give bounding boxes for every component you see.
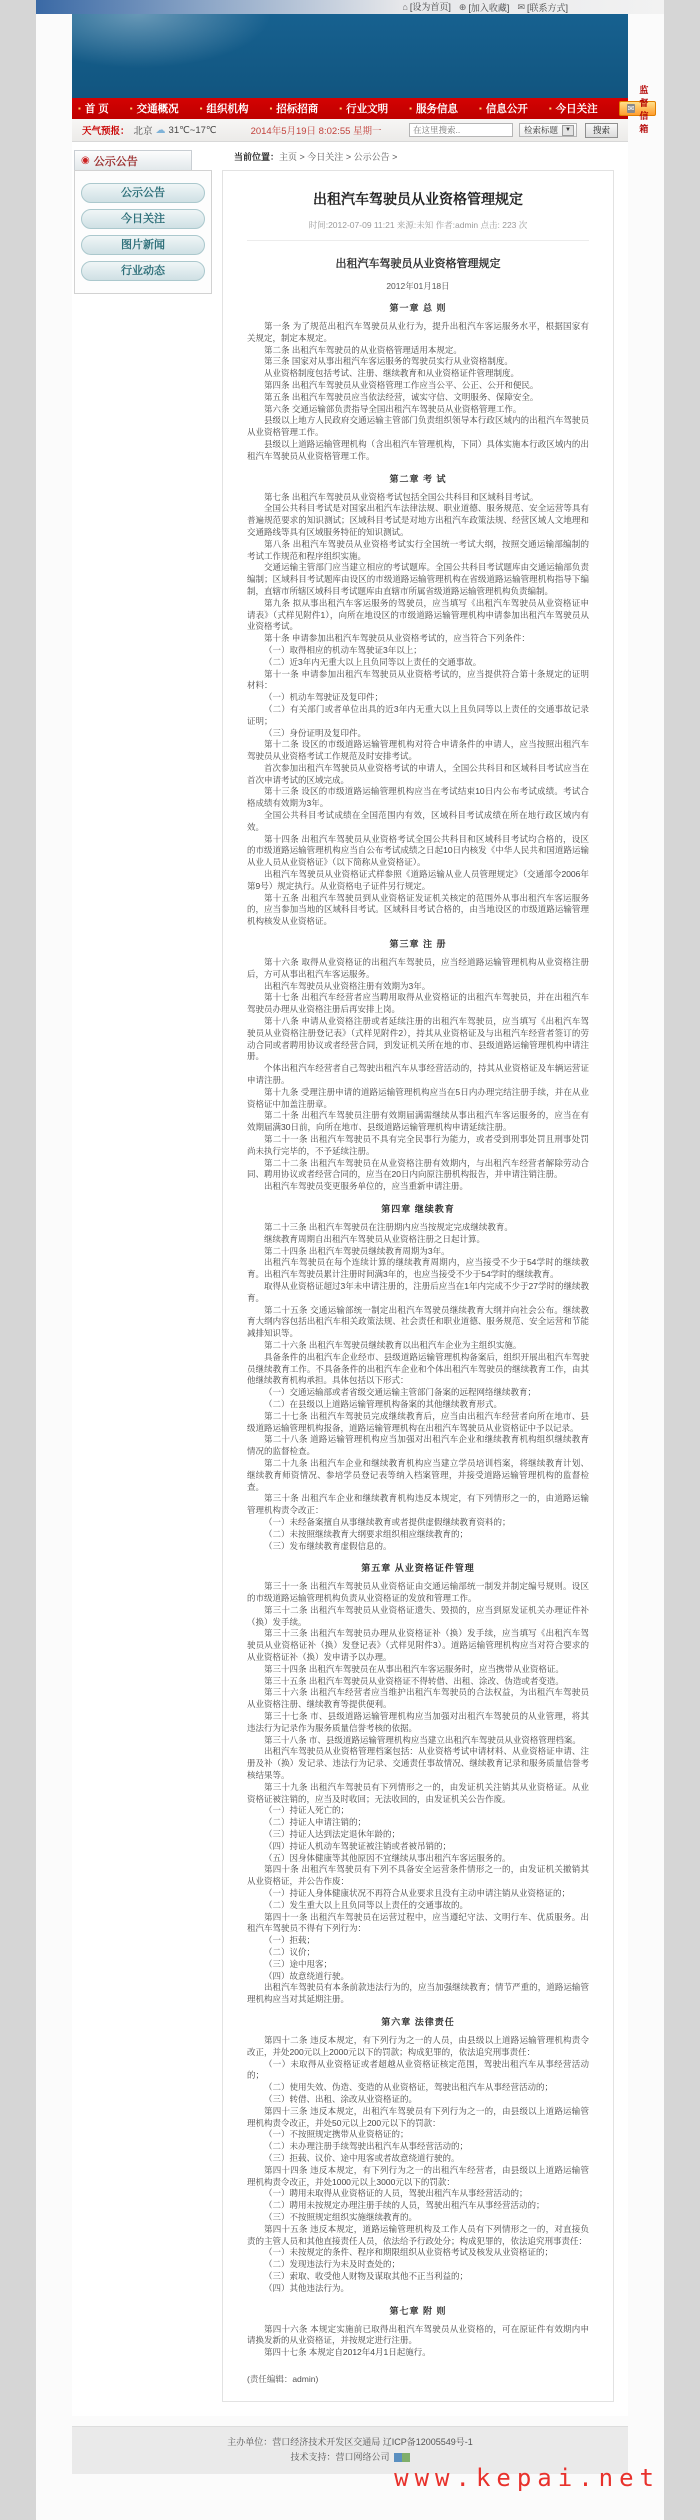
article-paragraph: （一）未经备案擅自从事继续教育或者提供虚假继续教育资料的； xyxy=(264,1516,511,1527)
search-input[interactable] xyxy=(409,123,513,137)
article-paragraph: 第二十二条 出租汽车驾驶员在从业资格注册有效期内，与出租汽车经营者解除劳动合同、聘用协议或者经营合同的，应当在20日内向原注册机构报告，并申请注销注册。 xyxy=(247,1157,589,1180)
watermark-text: www.kepai.net xyxy=(394,2463,660,2492)
nav-item-6[interactable] xyxy=(479,101,528,116)
breadcrumb-link-0[interactable]: 主页 xyxy=(279,152,298,162)
article-paragraph: 取得从业资格证超过3年未申请注册的，注册后应当在1年内完成不少于27学时的继续教育。 xyxy=(247,1280,589,1303)
article-paragraph: （四）故意绕道行驶。 xyxy=(264,1970,350,1981)
nav-bullet-icon: ▪ xyxy=(548,104,552,113)
nav-bullet-icon: ▪ xyxy=(199,104,203,113)
article-paragraph: 第十七条 出租汽车经营者应当聘用取得从业资格证的出租汽车驾驶员，并在出租汽车驾驶员办理从业资格注册后再安排上岗。 xyxy=(247,992,589,1015)
nav-bullet-icon: ▪ xyxy=(339,104,343,113)
article-paragraph: 出租汽车驾驶员从业资格管理档案包括：从业资格考试申请材料、从业资格证申请、注册及补（换）发记录、违法行为记录、交通责任事故情况、继续教育记录和服务质量信誉考核结果等。 xyxy=(247,1746,589,1781)
badge-label: 监督信箱 xyxy=(639,84,649,134)
article-paragraph: （一）未取得从业资格证或者超越从业资格证核定范围，驾驶出租汽车从事经营活动的； xyxy=(247,2058,589,2081)
article-paragraph: 第三十九条 出租汽车驾驶员有下列情形之一的，由发证机关注销其从业资格证。从业资格证被注销的，应当及时收回；无法收回的，由发证机关公告作废。 xyxy=(247,1781,589,1804)
home-icon: ⌂ xyxy=(402,1,408,12)
article-paragraph: 第十八条 申请从业资格注册或者延续注册的出租汽车驾驶员，应当填写《出租汽车驾驶员从业资格注册登记表》（式样见附件2），持其从业资格证及与出租汽车经营者签订的劳动合同或者聘用协议或者经营合同，到发证机关所在地的市、县级道路运输管理机构申请注册。 xyxy=(247,1016,589,1062)
topbar-link-0[interactable] xyxy=(402,0,450,13)
sidebar-tab-notices[interactable] xyxy=(74,150,192,170)
footer-support-line xyxy=(72,2450,628,2465)
nav-item-label: 行业文明 xyxy=(346,103,389,115)
article-paragraph: （一）聘用未取得从业资格证的人员，驾驶出租汽车从事经营活动的； xyxy=(264,2188,528,2199)
nav-item-label: 信息公开 xyxy=(485,103,528,115)
article-paragraph: （二）议价； xyxy=(264,1947,316,1957)
article-paragraph: 第二十七条 出租汽车驾驶员完成继续教育后，应当由出租汽车经营者向所在地市、县级道路运输管理机构报备，道路运输管理机构在出租汽车驾驶员从业资格证中予以记录。 xyxy=(247,1410,589,1433)
nav-item-0[interactable] xyxy=(78,101,109,116)
article-paragraph: 第十五条 出租汽车驾驶员到从业资格证发证机关核定的范围外从事出租汽车客运服务的，应当参加当地的区域科目考试。区域科目考试合格的，由当地设区的市级道路运输管理机构核发从业资格证。 xyxy=(247,892,589,927)
editor-note: (责任编辑：admin) xyxy=(247,2373,319,2384)
breadcrumb-link-1[interactable]: 今日关注 xyxy=(307,152,344,162)
chapter-heading-3: 第四章 继续教育 xyxy=(381,1203,455,1214)
article-paragraph: 第二十三条 出租汽车驾驶员在注册期内应当按规定完成继续教育。 xyxy=(264,1221,513,1232)
article-paragraph: 第十六条 取得从业资格证的出租汽车驾驶员，应当经道路运输管理机构从业资格注册后，方可从事出租汽车客运服务。 xyxy=(247,957,589,979)
nav-item-label: 招标招商 xyxy=(276,103,319,115)
article-paragraph: 第八条 出租汽车驾驶员从业资格考试实行全国统一考试大纲，按照交通运输部编制的考试工作规范和程序组织实施。 xyxy=(247,538,589,561)
supervision-mailbox-badge[interactable] xyxy=(619,84,657,134)
article-paragraph: 第三十二条 出租汽车驾驶员从业资格证遗失、毁损的，应当到原发证机关办理证件补（换）发手续。 xyxy=(247,1604,589,1627)
chapter-heading-0: 第一章 总 则 xyxy=(389,303,447,313)
envelope-icon: ✉ xyxy=(627,104,635,113)
article-paragraph: 第三十七条 市、县级道路运输管理机构应当加强对出租汽车驾驶员的从业管理，将其违法行为记录作为服务质量信誉考核的依据。 xyxy=(247,1711,589,1733)
topbar-link-1[interactable] xyxy=(459,1,510,14)
article-paragraph: 第九条 拟从事出租汽车客运服务的驾驶员，应当填写《出租汽车驾驶员从业资格证申请表》（式样见附件1），向所在地设区的市级道路运输管理机构申请参加出租汽车驾驶员从业资格考试。 xyxy=(247,597,589,632)
sidebar-menu xyxy=(74,170,212,294)
article-paragraph: 第十一条 申请参加出租汽车驾驶员从业资格考试的，应当提供符合第十条规定的证明材料： xyxy=(247,668,589,691)
main-area xyxy=(72,142,628,2416)
article-paragraph: 第四十四条 违反本规定，有下列行为之一的出租汽车经营者，由县级以上道路运输管理机构责令改正，并处1000元以上3000元以下的罚款： xyxy=(247,2164,589,2187)
article-paragraph: 继续教育周期自出租汽车驾驶员从业资格注册之日起计算。 xyxy=(264,1233,486,1244)
article-paragraph: 第四十三条 违反本规定，出租汽车驾驶员有下列行为之一的，由县级以上道路运输管理机构责令改正，并处50元以上200元以下的罚款： xyxy=(247,2105,589,2128)
article-paragraph: 县级以上地方人民政府交通运输主管部门负责组织领导本行政区域内的出租汽车驾驶员从业资格管理工作。 xyxy=(247,415,589,438)
article-paragraph: 首次参加出租汽车驾驶员从业资格考试的申请人，全国公共科目和区域科目考试应当在首次申请考试的区域完成。 xyxy=(247,762,589,785)
nav-item-3[interactable] xyxy=(269,101,318,116)
topbar-links xyxy=(394,0,568,14)
article-paragraph: 第四十六条 本规定实施前已取得出租汽车驾驶员从业资格的，可在原证件有效期内申请换发新的从业资格证，并按规定进行注册。 xyxy=(247,2323,589,2346)
document-title: 出租汽车驾驶员从业资格管理规定 xyxy=(335,258,501,270)
article-paragraph: 出租汽车驾驶员从业资格注册有效期为3年。 xyxy=(264,980,431,991)
article-paragraph: （二）在县级以上道路运输管理机构备案的其他继续教育形式。 xyxy=(264,1398,503,1409)
article-paragraph: 第二十一条 出租汽车驾驶员不具有完全民事行为能力，或者受到刑事处罚且刑事处罚尚未执行完毕的，不予延续注册。 xyxy=(247,1134,589,1156)
search-filter-label: 检索标题 xyxy=(524,125,559,135)
page xyxy=(36,0,664,2520)
topbar xyxy=(36,0,664,14)
article-paragraph: 第四条 出租汽车驾驶员从业资格管理工作应当公平、公正、公开和便民。 xyxy=(264,379,539,390)
article-paragraph: 第三十六条 出租汽车经营者应当维护出租汽车驾驶员的合法权益，为出租汽车驾驶员从业资格注册、继续教育等提供便利。 xyxy=(247,1687,589,1710)
sidebar-tab-label: 公示公告 xyxy=(93,155,138,168)
chapter-heading-1: 第二章 考 试 xyxy=(389,473,447,484)
article-paragraph: 第四十五条 违反本规定，道路运输管理机构及工作人员有下列情形之一的，对直接负责的主管人员和其他直接责任人员，依法给予行政处分；构成犯罪的，依法追究刑事责任： xyxy=(247,2223,589,2246)
article-paragraph: 第二条 出租汽车驾驶员的从业资格管理适用本规定。 xyxy=(264,344,462,355)
search-button[interactable]: 搜索 xyxy=(585,123,618,138)
article-paragraph: （二）有关部门或者单位出具的近3年内无重大以上且负同等以上责任的交通事故记录证明； xyxy=(247,703,589,726)
article-paragraph: （二）近3年内无重大以上且负同等以上责任的交通事故。 xyxy=(264,656,482,667)
article-paragraph: 第十条 申请参加出租汽车驾驶员从业资格考试的，应当符合下列条件： xyxy=(264,633,530,644)
article-paragraph: （二）未按照继续教育大纲要求组织相应继续教育的； xyxy=(264,1528,469,1539)
main-nav-items xyxy=(78,101,619,116)
article-paragraph: （四）其他违法行为。 xyxy=(264,2282,350,2293)
article-paragraph: （二）使用失效、伪造、变造的从业资格证，驾驶出租汽车从事经营活动的； xyxy=(264,2082,554,2093)
article-paragraph: 第十三条 设区的市级道路运输管理机构应当在考试结束10日内公布考试成绩。考试合格成绩有效期为3年。 xyxy=(247,786,589,809)
article-paragraph: 第五条 出租汽车驾驶员应当依法经营，诚实守信、文明服务、保障安全。 xyxy=(264,391,539,402)
article-paragraph: （一）机动车驾驶证及复印件； xyxy=(264,692,384,703)
article-paragraph: 第三十四条 出租汽车驾驶员在从事出租汽车客运服务时，应当携带从业资格证。 xyxy=(264,1663,564,1674)
article-paragraph: 个体出租汽车经营者自己驾驶出租汽车从事经营活动的，持其从业资格证及车辆运营证申请注册。 xyxy=(247,1063,589,1086)
topbar-link-label: [加入收藏] xyxy=(468,2,510,13)
article-paragraph: 第六条 交通运输部负责指导全国出租汽车驾驶员从业资格管理工作。 xyxy=(264,403,522,414)
nav-item-2[interactable] xyxy=(200,101,249,116)
add-favorite-icon: ⊕ xyxy=(458,1,467,12)
article-paragraph: （一）不按照规定携带从业资格证的； xyxy=(264,2129,409,2140)
article-paragraph: 第三十五条 出租汽车驾驶员从业资格证不得转借、出租、涂改、伪造或者变造。 xyxy=(264,1675,564,1686)
article-paragraph: 第二十九条 出租汽车企业和继续教育机构应当建立学员培训档案，将继续教育计划、继续教育师资情况、参培学员登记表等纳入档案管理，并接受道路运输管理机构的监督检查。 xyxy=(247,1457,589,1492)
nav-item-label: 交通概况 xyxy=(136,103,179,115)
weather-bar xyxy=(72,119,628,142)
article-paragraph: 全国公共科目考试是对国家出租汽车法律法规、职业道德、服务规范、安全运营等具有普遍规范要求的知识测试；区域科目考试是对地方出租汽车政策法规、经营区域人文地理和交通路线等具有区域服务特征的知识测试。 xyxy=(247,503,589,537)
article-paragraph: 第十二条 设区的市级道路运输管理机构对符合申请条件的申请人，应当按照出租汽车驾驶员从业资格考试工作规范及时安排考试。 xyxy=(247,739,589,762)
topbar-link-label: [设为首页] xyxy=(409,2,451,13)
page-title: 出租汽车驾驶员从业资格管理规定 xyxy=(313,191,523,207)
breadcrumb xyxy=(234,150,614,163)
nav-bullet-icon: ▪ xyxy=(409,104,412,113)
article-paragraph: （三）不按照规定组织实施继续教育的。 xyxy=(264,2211,418,2222)
article-paragraph: 交通运输主管部门应当建立相应的考试题库。全国公共科目考试题库由交通运输部负责编制；区域科目考试题库由设区的市级道路运输管理机构在省级道路运输管理机构指导下编制，直辖市所辖区域科目考试题库由直辖市所属省级道路运输管理机构负责编制。 xyxy=(247,562,589,596)
article-paragraph: （三）持证人达到法定退休年龄的； xyxy=(264,1829,401,1840)
nav-item-7[interactable] xyxy=(549,101,598,116)
article-paragraph: 出租汽车驾驶员从业资格证式样参照《道路运输从业人员管理规定》（交通部令2006年第9号）规定执行。从业资格电子证件另行规定。 xyxy=(247,869,589,891)
nav-item-5[interactable] xyxy=(409,101,458,116)
article-paragraph: 出租汽车驾驶员有本条前款违法行为的，应当加强继续教育；情节严重的，道路运输管理机构应当对其延期注册。 xyxy=(247,1982,589,2005)
article-paragraph: 第四十一条 出租汽车驾驶员在运营过程中，应当遵纪守法、文明行车、优质服务。出租汽车驾驶员不得有下列行为： xyxy=(247,1911,589,1934)
nav-bullet-icon: ▪ xyxy=(78,104,81,113)
article-paragraph: （三）身份证明及复印件。 xyxy=(264,727,367,738)
document-body xyxy=(247,301,589,2359)
article-paragraph: 第十九条 受理注册申请的道路运输管理机构应当在5日内办理完结注册手续，并在从业资格证中加盖注册章。 xyxy=(247,1086,589,1109)
nav-bullet-icon: ▪ xyxy=(129,104,133,113)
article-paragraph: 第二十条 出租汽车驾驶员注册有效期届满需继续从事出租汽车客运服务的，应当在有效期届满30日前，向所在地市、县级道路运输管理机构申请延续注册。 xyxy=(247,1110,589,1133)
article-paragraph: 第七条 出租汽车驾驶员从业资格考试包括全国公共科目和区域科目考试。 xyxy=(264,491,539,502)
breadcrumb-label: 当前位置： xyxy=(234,152,280,162)
nav-item-label: 服务信息 xyxy=(415,103,458,115)
nav-item-label: 首 页 xyxy=(84,103,109,115)
sidebar xyxy=(72,148,222,2402)
nav-item-label: 组织机构 xyxy=(206,103,249,115)
article-paragraph: 第三条 国家对从事出租汽车客运服务的驾驶员实行从业资格制度。 xyxy=(264,356,513,367)
mail-icon: ✉ xyxy=(517,1,525,12)
search-controls xyxy=(409,123,618,138)
article-paragraph: （二）聘用未按规定办理注册手续的人员，驾驶出租汽车从事经营活动的； xyxy=(264,2200,545,2211)
chapter-heading-4: 第五章 从业资格证件管理 xyxy=(361,1563,475,1574)
sidebar-item-0[interactable]: 公示公告 xyxy=(81,183,205,203)
article-paragraph: （一）持证人身体健康状况不再符合从业要求且没有主动申请注销从业资格证的； xyxy=(264,1888,571,1899)
topbar-link-2[interactable] xyxy=(517,1,568,14)
sidebar-item-2[interactable]: 图片新闻 xyxy=(81,235,205,255)
article-paragraph: （一）拒载； xyxy=(264,1935,316,1946)
nav-bullet-icon: ▪ xyxy=(269,104,273,113)
article-paragraph: （二）发生重大以上且负同等以上责任的交通事故的。 xyxy=(264,1899,469,1910)
datetime-text: 2014年5月19日 8:02:55 星期一 xyxy=(250,126,382,137)
article-paragraph: 第三十一条 出租汽车驾驶员从业资格证由交通运输部统一制发并制定编号规则。设区的市级道路运输管理机构负责从业资格证的发放和管理工作。 xyxy=(247,1581,589,1604)
article-paragraph: 第二十五条 交通运输部统一制定出租汽车驾驶员继续教育大纲并向社会公布。继续教育大纲内容包括出租汽车相关政策法规、社会责任和职业道德、服务规范、安全运营和节能减排知识等。 xyxy=(247,1304,589,1339)
article-paragraph: 县级以上道路运输管理机构（含出租汽车管理机构，下同）具体实施本行政区域内的出租汽车驾驶员从业资格管理工作。 xyxy=(247,438,589,461)
article-paragraph: 第一条 为了规范出租汽车驾驶员从业行为，提升出租汽车客运服务水平，根据国家有关规定，制定本规定。 xyxy=(247,321,589,343)
article-paragraph: 第二十八条 道路运输管理机构应当加强对出租汽车企业和继续教育机构组织继续教育情况的监督检查。 xyxy=(247,1434,589,1457)
article-paragraph: 具备条件的出租汽车企业经市、县级道路运输管理机构备案后，组织开展出租汽车驾驶员继续教育工作。不具备条件的出租汽车企业和个体出租汽车驾驶员的继续教育工作，由其他继续教育机构承担。具体包括以下形式： xyxy=(247,1351,589,1386)
nav-item-1[interactable] xyxy=(130,101,179,116)
sidebar-item-3[interactable]: 行业动态 xyxy=(81,261,205,281)
footer-support-text: 技术支持：营口网络公司 xyxy=(290,2451,390,2462)
article-paragraph: 第二十六条 出租汽车驾驶员继续教育以出租汽车企业为主组织实施。 xyxy=(264,1339,522,1350)
chapter-heading-2: 第三章 注 册 xyxy=(389,939,447,950)
article-paragraph: （三）途中甩客； xyxy=(264,1958,333,1969)
article-paragraph: （一）交通运输部或者省级交通运输主管部门备案的远程网络继续教育； xyxy=(264,1387,537,1398)
support-logo-image xyxy=(394,2453,410,2462)
chevron-down-icon: ▼ xyxy=(562,125,574,136)
article-paragraph: 出租汽车驾驶员在每个连续计算的继续教育周期内，应当接受不少于54学时的继续教育。出租汽车驾驶员累计注册时间满3年的，也应当接受不少于54学时的继续教育。 xyxy=(247,1257,589,1280)
article-paragraph: 第二十四条 出租汽车驾驶员继续教育周期为3年。 xyxy=(264,1245,450,1256)
site-banner xyxy=(72,14,628,98)
chapter-heading-6: 第七章 附 则 xyxy=(389,2305,447,2316)
red-seal-icon: ◉ xyxy=(81,155,90,166)
article-paragraph: （一）持证人死亡的； xyxy=(264,1805,350,1816)
article-box xyxy=(222,170,614,2402)
nav-item-label: 今日关注 xyxy=(555,103,598,115)
sidebar-item-1[interactable]: 今日关注 xyxy=(81,209,205,229)
cloud-icon: ☁ xyxy=(155,124,166,136)
article-paragraph: 第三十八条 市、县级道路运输管理机构应当建立出租汽车驾驶员从业资格管理档案。 xyxy=(264,1734,581,1745)
article-paragraph: 第四十条 出租汽车驾驶员有下列不具备安全运营条件情形之一的，由发证机关撤销其从业资格证，并公告作废： xyxy=(247,1864,589,1887)
breadcrumb-links: 主页 > 今日关注 > 公示公告 > xyxy=(279,152,398,162)
weather-temp: 31℃~17℃ xyxy=(168,124,217,136)
article-paragraph: 出租汽车驾驶员变更服务单位的，应当重新申请注册。 xyxy=(264,1181,469,1192)
weather-city: 北京 xyxy=(133,126,153,137)
article-paragraph: （二）持证人申请注销的； xyxy=(264,1817,367,1828)
article-paragraph: （二）未办理注册手续驾驶出租汽车从事经营活动的； xyxy=(264,2141,469,2152)
topbar-link-label: [联系方式] xyxy=(526,2,568,13)
article-paragraph: （四）持证人机动车驾驶证被注销或者被吊销的； xyxy=(264,1840,452,1851)
article-paragraph: 全国公共科目考试成绩在全国范围内有效，区域科目考试成绩在所在地行政区域内有效。 xyxy=(247,810,589,832)
article-paragraph: 从业资格制度包括考试、注册、继续教育和从业资格证件管理制度。 xyxy=(264,368,520,379)
chapter-heading-5: 第六章 法律责任 xyxy=(381,2016,455,2027)
article-paragraph: （三）发布继续教育虚假信息的。 xyxy=(264,1540,392,1551)
article-paragraph: （三）拒载、议价、途中甩客或者故意绕道行驶的。 xyxy=(264,2152,460,2163)
breadcrumb-link-2[interactable]: 公示公告 xyxy=(353,152,390,162)
nav-item-4[interactable] xyxy=(339,101,388,116)
search-filter-select[interactable] xyxy=(519,123,577,137)
article-paragraph: 第三十条 出租汽车企业和继续教育机构违反本规定，有下列情形之一的，由道路运输管理机构责令改正： xyxy=(247,1493,589,1516)
content-column xyxy=(222,148,628,2402)
article-paragraph: （一）取得相应的机动车驾驶证3年以上； xyxy=(264,644,422,655)
document-date: 2012年01月18日 xyxy=(386,281,450,291)
article-paragraph: 第四十二条 违反本规定，有下列行为之一的人员，由县级以上道路运输管理机构责令改正，并处200元以上2000元以下的罚款；构成犯罪的，依法追究刑事责任： xyxy=(247,2034,589,2057)
article-meta: 时间:2012-07-09 11:21 来源:未知 作者:admin 点击: 223 次 xyxy=(247,219,589,241)
article-paragraph: （一）未按规定的条件、程序和期限组织从业资格考试及核发从业资格证的； xyxy=(264,2247,554,2258)
article-paragraph: （三）转借、出租、涂改从业资格证的。 xyxy=(264,2093,418,2104)
article-paragraph: 第四十七条 本规定自2012年4月1日起施行。 xyxy=(264,2347,431,2358)
article-paragraph: （二）发现违法行为未及时查处的； xyxy=(264,2259,401,2270)
article-paragraph: （三）索取、收受他人财物及谋取其他不正当利益的； xyxy=(264,2270,469,2281)
article-paragraph: 第三十三条 出租汽车驾驶员办理从业资格证补（换）发手续，应当填写《出租汽车驾驶员从业资格证补（换）发登记表》（式样见附件3）。道路运输管理机构应当对符合要求的从业资格证补（换）发申请予以办理。 xyxy=(247,1628,589,1663)
weather-label: 天气预报： xyxy=(82,126,130,137)
nav-bullet-icon: ▪ xyxy=(478,104,482,113)
article-paragraph: （五）因身体健康等其他原因不宜继续从事出租汽车客运服务的。 xyxy=(264,1852,511,1863)
article-paragraph: 第十四条 出租汽车驾驶员从业资格考试全国公共科目和区域科目考试均合格的，设区的市级道路运输管理机构应当自公布考试成绩之日起10日内核发《中华人民共和国道路运输从业人员从业资格证》（以下简称从业资格证）。 xyxy=(247,833,589,868)
footer-host-line: 主办单位：营口经济技术开发区交通局 辽ICP备12005549号-1 xyxy=(227,2436,473,2447)
